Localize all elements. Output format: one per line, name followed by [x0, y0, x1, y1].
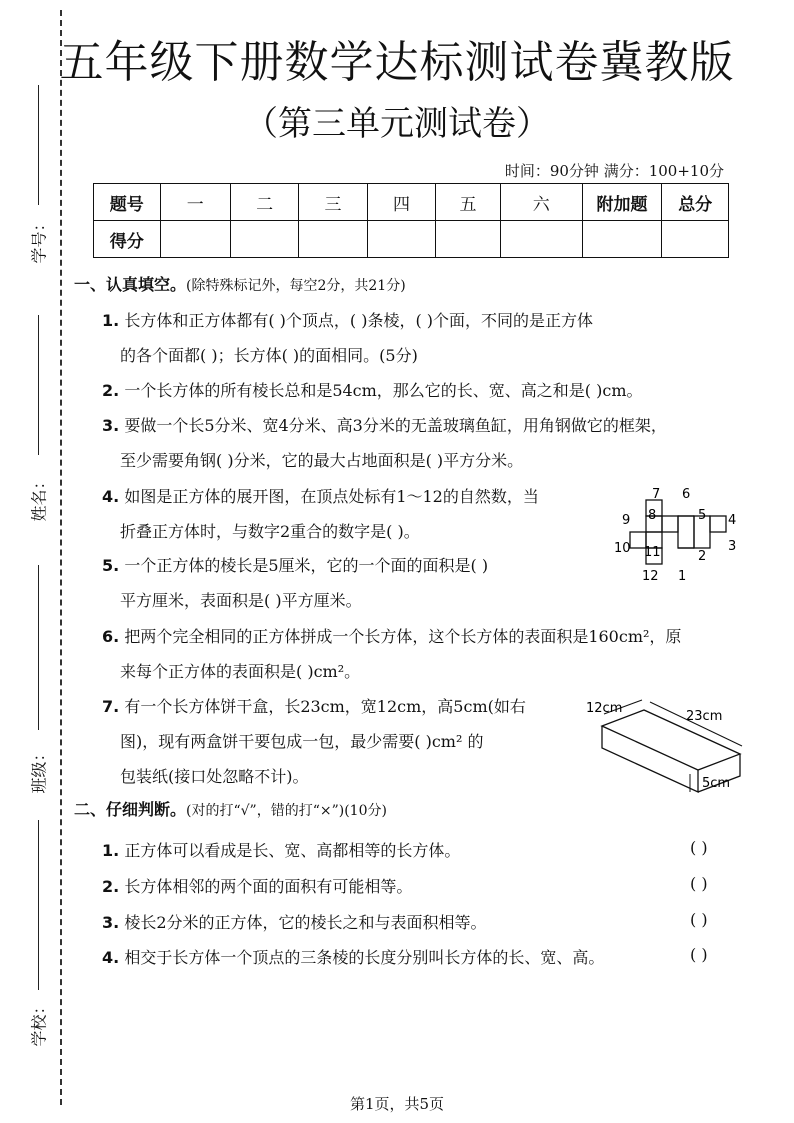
name-write-line	[38, 315, 39, 455]
binding-dashed-line	[60, 10, 62, 1105]
question-number: 4.	[102, 487, 120, 506]
question-text: 长方体和正方体都有( )个顶点，( )条棱，( )个面，不同的是正方体	[124, 311, 594, 330]
score-cell[interactable]	[436, 221, 501, 258]
question-number: 6.	[102, 627, 120, 646]
net-label: 2	[698, 549, 707, 564]
net-label: 7	[652, 487, 661, 502]
question-number: 3.	[102, 913, 120, 932]
question-number: 7.	[102, 697, 120, 716]
score-table	[93, 183, 729, 258]
net-face	[662, 516, 678, 532]
score-cell[interactable]	[230, 221, 298, 258]
question-7	[102, 694, 526, 717]
score-header-cell: 二	[230, 184, 298, 221]
section-2-heading	[74, 797, 387, 820]
score-header-cell: 五	[436, 184, 501, 221]
box-width-label: 12cm	[586, 701, 623, 716]
net-label: 10	[614, 541, 631, 556]
net-label: 11	[644, 545, 661, 560]
exam-meta: 时间：90分钟 满分：100+10分	[504, 162, 724, 180]
answer-paren[interactable]: ( )	[690, 910, 708, 929]
school-write-line	[38, 820, 39, 990]
question-number: 3.	[102, 416, 120, 435]
cuboid-box-figure	[582, 696, 752, 806]
question-4-cont: 折叠正方体时，与数字2重合的数字是( )。	[120, 522, 420, 541]
score-header-cell: 三	[299, 184, 367, 221]
net-label: 6	[682, 487, 691, 502]
question-1	[102, 308, 593, 331]
net-face	[710, 516, 726, 532]
question-7-cont2: 包装纸(接口处忽略不计)。	[120, 767, 309, 786]
question-number: 4.	[102, 948, 120, 967]
page-title: 五年级下册数学达标测试卷冀教版	[59, 37, 735, 88]
page-subtitle: （第三单元测试卷）	[244, 104, 550, 144]
section-1-title: 一、认真填空。	[74, 275, 187, 294]
question-text: 要做一个长5分米、宽4分米、高3分米的无盖玻璃鱼缸，用角钢做它的框架，	[124, 416, 667, 435]
question-5	[102, 553, 488, 576]
question-text: 正方体可以看成是长、宽、高都相等的长方体。	[124, 841, 461, 860]
net-label: 8	[648, 508, 657, 523]
score-cell[interactable]	[367, 221, 435, 258]
page-footer: 第1页，共5页	[349, 1095, 445, 1113]
net-label: 1	[678, 569, 687, 584]
question-7-cont: 图)，现有两盒饼干要包成一包，最少需要( )cm² 的	[120, 732, 484, 751]
cube-net-figure	[608, 486, 748, 586]
question-text: 一个长方体的所有棱长总和是54cm，那么它的长、宽、高之和是( )cm。	[124, 381, 643, 400]
box-height-label: 5cm	[702, 776, 731, 791]
score-header-cell: 总分	[662, 184, 729, 221]
score-cell[interactable]	[582, 221, 662, 258]
score-row	[94, 221, 729, 258]
net-face	[678, 516, 694, 548]
question-6	[102, 624, 681, 647]
question-5-cont: 平方厘米，表面积是( )平方厘米。	[120, 591, 362, 610]
judge-item	[102, 838, 460, 861]
question-text: 有一个长方体饼干盒，长23cm，宽12cm，高5cm(如右	[124, 697, 526, 716]
section-2-title: 二、仔细判断。	[74, 800, 187, 819]
score-row-label: 得分	[94, 221, 161, 258]
school-label: 学校：	[29, 998, 49, 1047]
question-3	[102, 413, 667, 436]
score-cell[interactable]	[500, 221, 582, 258]
id-label: 学号：	[29, 215, 49, 264]
score-header-row	[94, 184, 729, 221]
question-number: 1.	[102, 311, 120, 330]
question-4	[102, 484, 539, 507]
score-header-cell: 题号	[94, 184, 161, 221]
section-1-note: (除特殊标记外，每空2分，共21分)	[186, 278, 406, 294]
question-number: 2.	[102, 877, 120, 896]
score-header-cell: 六	[500, 184, 582, 221]
class-label: 班级：	[29, 745, 49, 794]
net-label: 12	[642, 569, 659, 584]
section-1-heading	[74, 272, 406, 295]
answer-paren[interactable]: ( )	[690, 945, 708, 964]
class-write-line	[38, 565, 39, 730]
name-label: 姓名：	[29, 473, 49, 522]
question-text: 一个正方体的棱长是5厘米，它的一个面的面积是( )	[124, 556, 489, 575]
answer-paren[interactable]: ( )	[690, 874, 708, 893]
question-text: 如图是正方体的展开图，在顶点处标有1～12的自然数，当	[124, 487, 539, 506]
net-label: 5	[698, 508, 707, 523]
score-cell[interactable]	[160, 221, 230, 258]
question-6-cont: 来每个正方体的表面积是( )cm²。	[120, 662, 361, 681]
question-text: 长方体相邻的两个面的面积有可能相等。	[124, 877, 413, 896]
judge-item	[102, 910, 487, 933]
judge-item	[102, 874, 412, 897]
question-text: 把两个完全相同的正方体拼成一个长方体，这个长方体的表面积是160cm²，原	[124, 627, 682, 646]
net-label: 3	[728, 539, 737, 554]
box-length-label: 23cm	[686, 709, 723, 724]
question-2	[102, 378, 643, 401]
question-number: 1.	[102, 841, 120, 860]
answer-paren[interactable]: ( )	[690, 838, 708, 857]
question-number: 5.	[102, 556, 120, 575]
net-label: 4	[728, 513, 737, 528]
score-cell[interactable]	[662, 221, 729, 258]
score-header-cell: 一	[160, 184, 230, 221]
judge-item	[102, 945, 604, 968]
score-header-cell: 附加题	[582, 184, 662, 221]
score-cell[interactable]	[299, 221, 367, 258]
question-number: 2.	[102, 381, 120, 400]
question-text: 棱长2分米的正方体，它的棱长之和与表面积相等。	[124, 913, 487, 932]
net-label: 9	[622, 513, 631, 528]
question-text: 相交于长方体一个顶点的三条棱的长度分别叫长方体的长、宽、高。	[124, 948, 605, 967]
score-header-cell: 四	[367, 184, 435, 221]
question-1-cont: 的各个面都( )；长方体( )的面相同。(5分)	[120, 346, 418, 365]
question-3-cont: 至少需要角钢( )分米，它的最大占地面积是( )平方分米。	[120, 451, 524, 470]
section-2-note: (对的打“√”，错的打“×”)(10分)	[186, 803, 387, 819]
